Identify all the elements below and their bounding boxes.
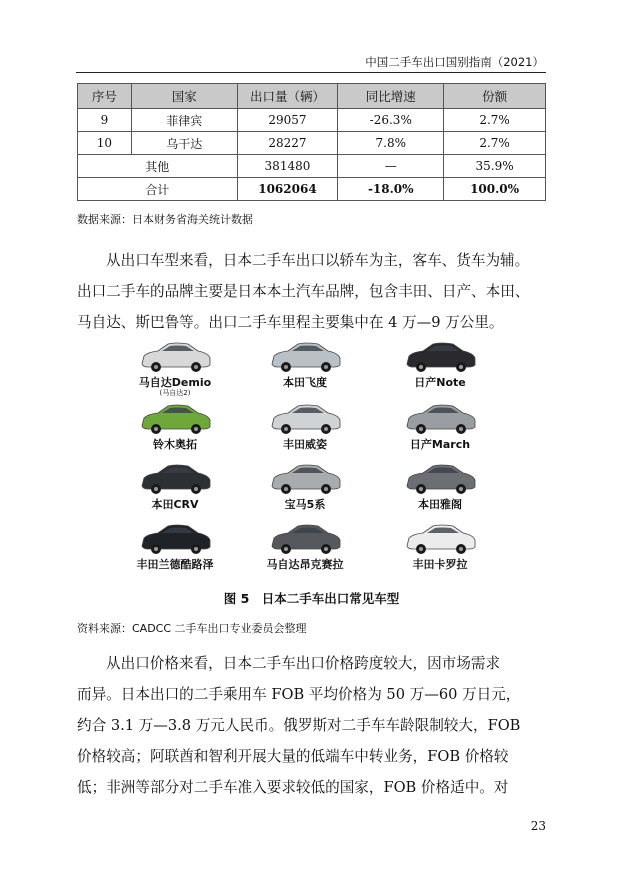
export-table — [77, 83, 546, 201]
col-header-country: 国家 — [131, 84, 237, 109]
table-row-other — [78, 155, 546, 178]
car-icon — [268, 462, 344, 496]
car-icon — [268, 402, 344, 436]
paragraph-pricing — [77, 648, 548, 803]
cell-index: 9 — [78, 109, 132, 132]
table-row — [78, 132, 546, 155]
cell-share: 2.7% — [444, 132, 546, 155]
car-icon — [403, 462, 479, 496]
car-label: 宝马5系 — [284, 498, 326, 511]
cell-quantity: 28227 — [237, 132, 338, 155]
car-icon — [138, 402, 214, 436]
car-label: 本田CRV — [151, 498, 199, 511]
car-photo — [385, 402, 495, 452]
car-gallery — [120, 340, 505, 585]
car-label: 本田雅阁 — [418, 498, 462, 511]
paragraph-line: 从出口价格来看，日本二手车出口价格跨度较大，因市场需求 — [106, 655, 501, 672]
car-photo — [385, 522, 495, 572]
paragraph-line: 而异。日本出口的二手乘用车 FOB 平均价格为 50 万—60 万日元， — [77, 686, 521, 703]
car-icon — [138, 522, 214, 556]
running-header — [76, 50, 546, 73]
cell-other-share: 35.9% — [444, 155, 546, 178]
table-row-total — [78, 178, 546, 201]
car-photo — [250, 522, 360, 572]
car-icon — [138, 462, 214, 496]
header-title: 中国二手车出口国别指南（2021） — [365, 55, 544, 69]
car-photo — [250, 462, 360, 512]
col-header-index: 序号 — [78, 84, 132, 109]
car-label: 丰田威姿 — [283, 438, 327, 451]
col-header-quantity: 出口量（辆） — [237, 84, 338, 109]
car-label: 马自达昂克赛拉 — [266, 558, 344, 571]
car-photo — [120, 462, 230, 512]
car-photo — [250, 402, 360, 452]
car-label: 丰田卡罗拉 — [412, 558, 468, 571]
table-source-note: 数据来源：日本财务省海关统计数据 — [77, 213, 253, 226]
car-icon — [138, 340, 214, 374]
car-photo — [120, 402, 230, 452]
cell-index: 10 — [78, 132, 132, 155]
cell-country: 乌干达 — [131, 132, 237, 155]
paragraph-line: 价格较高；阿联酋和智利开展大量的低端车中转业务，FOB 价格较 — [77, 748, 509, 765]
paragraph-car-models — [77, 245, 548, 338]
car-icon — [268, 522, 344, 556]
figure-caption: 图 5 日本二手车出口常见车型 — [223, 591, 400, 606]
paragraph-line: 马自达、斯巴鲁等。出口二手车里程主要集中在 4 万—9 万公里。 — [77, 314, 504, 331]
col-header-growth: 同比增速 — [338, 84, 444, 109]
cell-other-quantity: 381480 — [237, 155, 338, 178]
car-label: 日产March — [409, 438, 471, 451]
paragraph-line: 低；非洲等部分对二手车准入要求较低的国家，FOB 价格适中。对 — [77, 779, 509, 796]
cell-growth: 7.8% — [338, 132, 444, 155]
car-icon — [403, 402, 479, 436]
cell-growth: -26.3% — [338, 109, 444, 132]
table-header-row — [78, 84, 546, 109]
paragraph-line: 从出口车型来看，日本二手车出口以轿车为主，客车、货车为辅。 — [106, 252, 530, 269]
cell-total-growth: -18.0% — [338, 178, 444, 201]
car-label: 铃木奥拓 — [153, 438, 197, 451]
cell-country: 菲律宾 — [131, 109, 237, 132]
col-header-share: 份额 — [444, 84, 546, 109]
paragraph-line: 约合 3.1 万—3.8 万元人民币。俄罗斯对二手车车龄限制较大，FOB — [77, 717, 521, 734]
paragraph-line: 出口二手车的品牌主要是日本本土汽车品牌，包含丰田、日产、本田、 — [77, 283, 530, 300]
cell-other-growth: — — [338, 155, 444, 178]
cell-total-share: 100.0% — [444, 178, 546, 201]
car-label: 马自达Demio — [138, 376, 212, 389]
car-label: 本田飞度 — [283, 376, 327, 389]
cell-total-quantity: 1062064 — [237, 178, 338, 201]
cell-other-label: 其他 — [78, 155, 238, 178]
cell-share: 2.7% — [444, 109, 546, 132]
car-label: 日产Note — [414, 376, 466, 389]
cell-quantity: 29057 — [237, 109, 338, 132]
cell-total-label: 合计 — [78, 178, 238, 201]
car-photo — [385, 340, 495, 390]
figure-source-note: 资料来源：CADCC 二手车出口专业委员会整理 — [77, 622, 307, 635]
car-label: 丰田兰德酷路泽 — [136, 558, 214, 571]
car-sublabel: (马自达2) — [159, 389, 191, 397]
table-row — [78, 109, 546, 132]
car-icon — [403, 522, 479, 556]
car-icon — [403, 340, 479, 374]
car-photo — [385, 462, 495, 512]
car-photo — [120, 522, 230, 572]
page-number: 23 — [530, 819, 546, 833]
car-photo — [120, 340, 230, 397]
car-photo — [250, 340, 360, 390]
car-icon — [268, 340, 344, 374]
